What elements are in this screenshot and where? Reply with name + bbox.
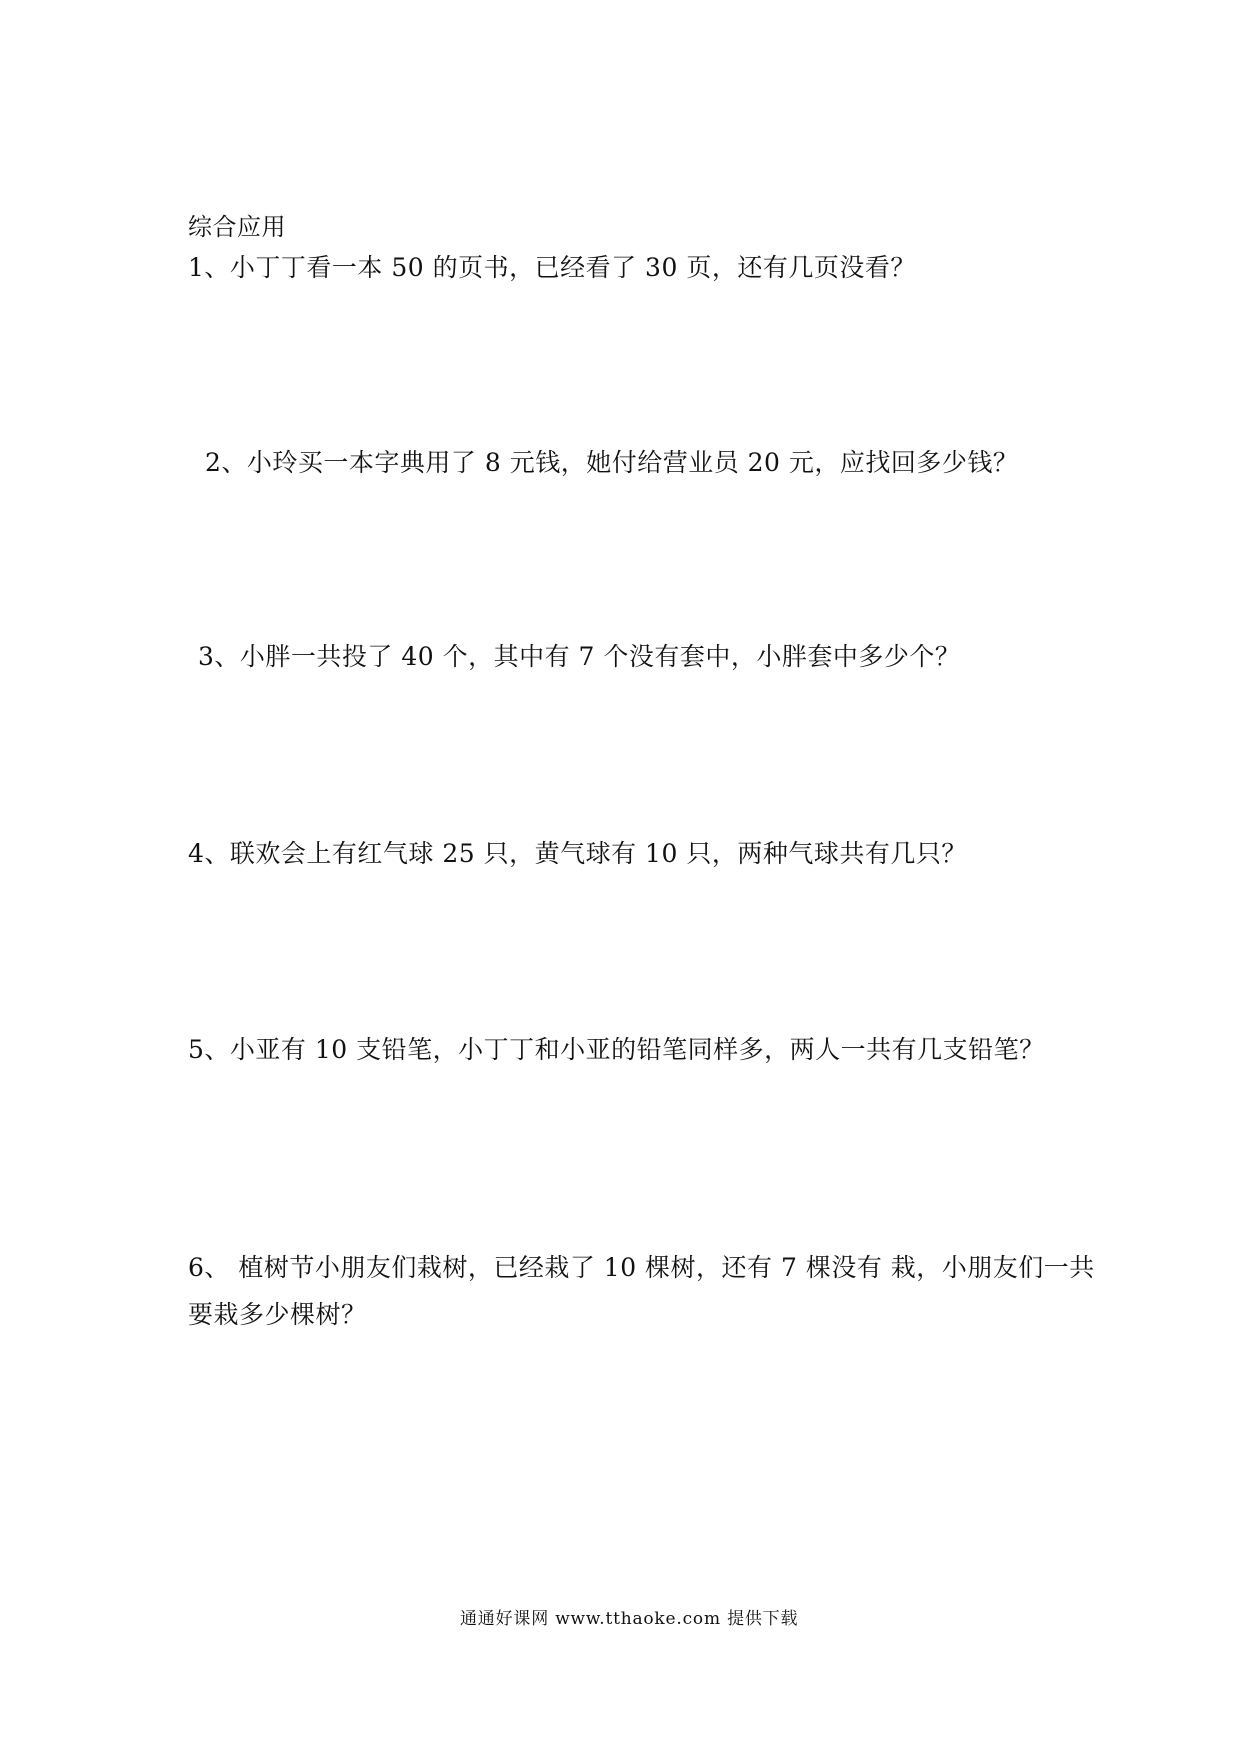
question-2: 2、小玲买一本字典用了 8 元钱，她付给营业员 20 元，应找回多少钱？ <box>205 448 1019 477</box>
question-1: 1、小丁丁看一本 50 的页书，已经看了 30 页，还有几页没看？ <box>188 253 916 282</box>
question-3: 3、小胖一共投了 40 个，其中有 7 个没有套中，小胖套中多少个？ <box>198 642 961 671</box>
question-5: 5、小亚有 10 支铅笔，小丁丁和小亚的铅笔同样多，两人一共有几支铅笔？ <box>188 1035 1045 1064</box>
question-4: 4、联欢会上有红气球 25 只，黄气球有 10 只，两种气球共有几只？ <box>188 839 967 868</box>
footer-credit: 通通好课网 www.tthaoke.com 提供下载 <box>460 1609 799 1629</box>
question-6-line-1: 6、 植树节小朋友们栽树，已经栽了 10 棵树，还有 7 棵没有 栽，小朋友们一共 <box>188 1253 1095 1282</box>
question-6-line-2: 要栽多少棵树？ <box>188 1300 367 1329</box>
section-title: 综合应用 <box>188 213 286 241</box>
